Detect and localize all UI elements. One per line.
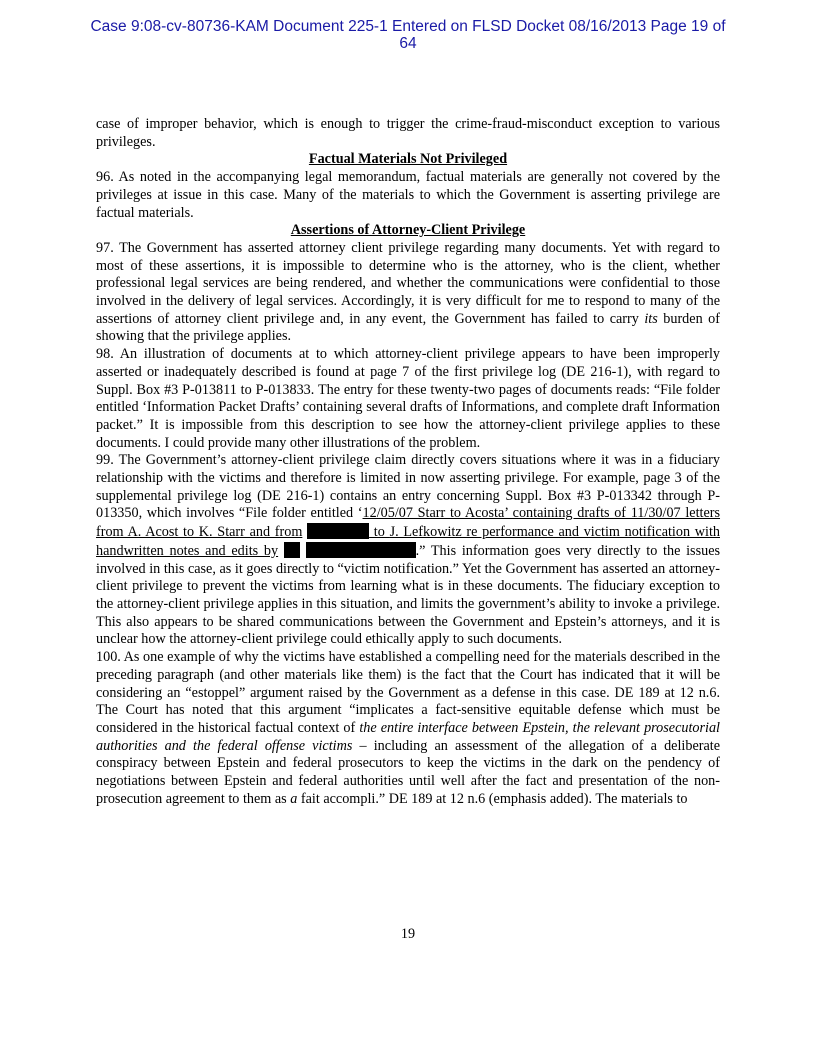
- paragraph-99: [96, 452, 720, 649]
- p99-underlined-d: J. Lefkowitz re performance and victim notification with handwritten notes and edits by: [96, 524, 720, 559]
- p100-text-a: 100. As one example of why the victims have established a compelling need for the materials described in the preceding paragraph (and other materials like them) is the fact that the Court has indicated that it will be considering an “estoppel” argument raised by the Government as a defense in this case. DE 189 at 12 n.6. The Court has noted that this argument “implicates a fact-sensitive equitable defense which must be considered in the historical factual context of: [96, 649, 720, 736]
- p99-text-e: .” This information goes very directly to the issues involved in this case, as it goes directly to “victim notification.” Yet the Government has asserted an attorney-client privilege to prevent the victims from learning what is in these documents. The fiduciary exception to the attorney-client privilege applies in this situation, and limits the government’s ability to invoke a privilege. This also appears to be shared communications between the Government and Epstein’s attorneys, and it is unclear how the attorney-client privilege could ethically apply to such documents.: [96, 542, 721, 648]
- docket-header: [60, 18, 756, 52]
- heading-factual-materials: Factual Materials Not Privileged: [308, 151, 508, 168]
- redaction-block: [307, 523, 369, 539]
- page-number: 19: [400, 926, 416, 942]
- p99-text-a: 99. The Government’s attorney-client privilege claim directly covers situations where it was in a fiduciary relationship with the victims and therefore is limited in now asserting privilege. For example, page 3 of the supplemental privilege log (DE 216-1) contains an entry concerning Suppl. Box #3 P-013342 through P-013350, which involves “File folder entitled ‘: [96, 452, 720, 522]
- docket-header-line2: 64: [399, 35, 417, 52]
- p97-text-c: burden of showing that the privilege applies.: [96, 310, 720, 345]
- p97-text-a: 97. The Government has asserted attorney client privilege regarding many documents. Yet with regard to most of these assertions, it is impossible to determine who is the attorney, who is the client, whether professional legal services are being rendered, and whether the communications were confidential to those involved in the delivery of legal services. Accordingly, it is very difficult for me to respond to many of the assertions of attorney client privilege and, in any event, the Government has failed to carry: [96, 239, 720, 327]
- docket-header-line1: Case 9:08-cv-80736-KAM Document 225-1 Entered on FLSD Docket 08/16/2013 Page 19 of: [90, 18, 726, 35]
- p100-emphasis-a: a: [290, 790, 298, 807]
- heading-attorney-client: Assertions of Attorney-Client Privilege: [290, 222, 526, 239]
- redaction-block: [306, 542, 416, 558]
- p100-emphasis: the entire interface between Epstein, the relevant prosecutorial authorities and the federal offense victims: [96, 719, 720, 754]
- paragraph-98: 98. An illustration of documents at to which attorney-client privilege appears to have been improperly asserted or inadequately described is found at page 7 of the first privilege log (DE 216-1), with regard to Suppl. Box #3 P-013811 to P-013833. The entry for these twenty-two pages of documents reads: “File folder entitled ‘Information Packet Drafts’ containing several drafts of Informations, and complete draft Information packet.” It is impossible from this description to see how the attorney-client privilege applies to these documents. I could provide many other illustrations of the problem.: [96, 346, 720, 451]
- paragraph-97: [96, 240, 720, 346]
- p100-text-e: fait accompli.” DE 189 at 12 n.6 (emphasis added). The materials to: [297, 790, 688, 807]
- intro-paragraph: case of improper behavior, which is enough to trigger the crime-fraud-misconduct exception to various privileges.: [96, 116, 720, 150]
- p99-underlined-a: 12/05/07 Starr to Acosta’ containing drafts of 11/30/07 letters from A. Acost to K. Starr and from: [96, 505, 721, 541]
- p97-emphasis: its: [644, 310, 658, 327]
- document-body: [96, 116, 720, 808]
- redaction-block: [284, 542, 300, 558]
- p99-underlined-c: to: [369, 524, 390, 541]
- paragraph-96: 96. As noted in the accompanying legal memorandum, factual materials are generally not covered by the privileges at issue in this case. Many of the materials to which the Government is asserting privilege are factual materials.: [96, 169, 720, 221]
- p100-text-c: – including an assessment of the allegation of a deliberate conspiracy between Epstein and federal prosecutors to keep the victims in the dark on the pendency of negotiations between Epstein and federal authorities until well after the fact and presentation of the non-prosecution agreement to them as: [96, 737, 720, 807]
- paragraph-100: [96, 649, 720, 808]
